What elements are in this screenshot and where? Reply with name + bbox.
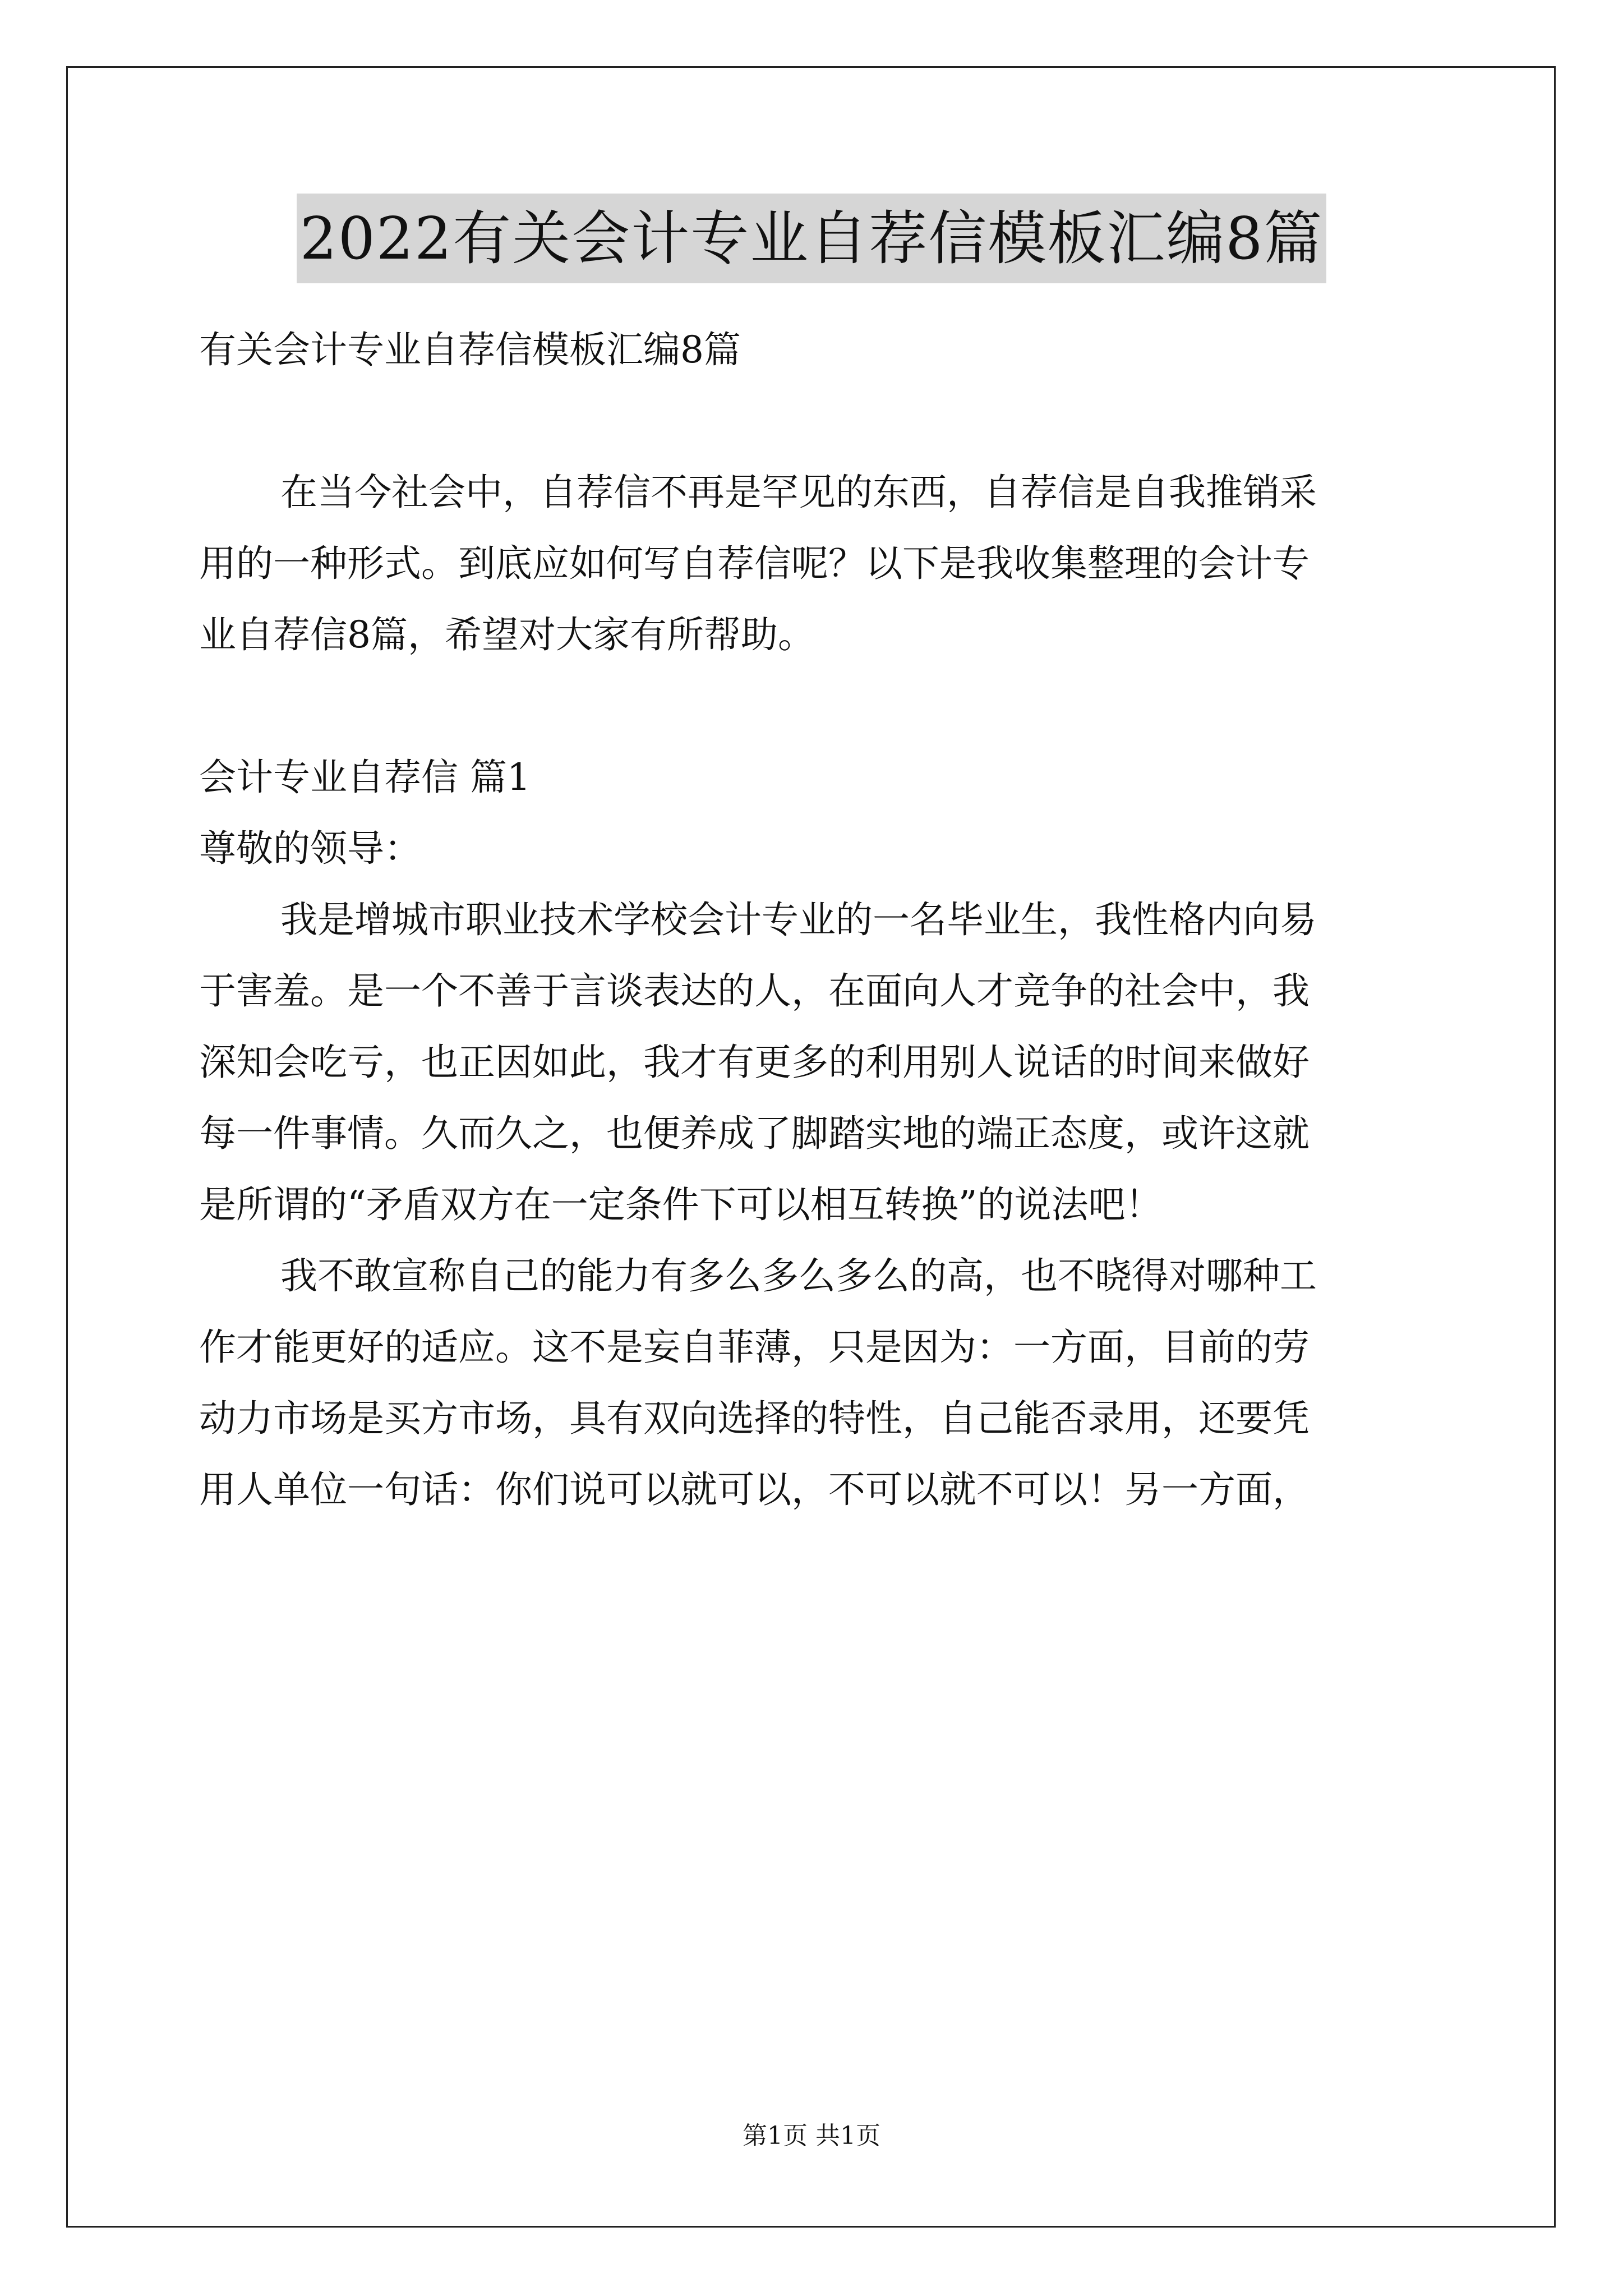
- section-heading: 会计专业自荐信 篇1: [199, 756, 531, 799]
- paragraph-line: 动力市场是买方市场，具有双向选择的特性，自己能否录用，还要凭: [199, 1397, 1310, 1440]
- spacer: [199, 670, 1430, 742]
- salutation: 尊敬的领导：: [199, 827, 421, 870]
- paragraph-line: 于害羞。是一个不善于言谈表达的人，在面向人才竞争的社会中，我: [199, 969, 1310, 1013]
- document-subtitle: 有关会计专业自荐信模板汇编8篇: [199, 328, 741, 371]
- spacer: [199, 385, 1430, 457]
- page-footer: 第1页 共1页: [743, 2122, 880, 2150]
- paragraph-line: 是所谓的“矛盾双方在一定条件下可以相互转换”的说法吧！: [199, 1183, 1163, 1226]
- paragraph-line: 我是增城市职业技术学校会计专业的一名毕业生，我性格内向易: [280, 898, 1317, 941]
- paragraph-line: 我不敢宣称自己的能力有多么多么多么的高，也不晓得对哪种工: [280, 1254, 1317, 1297]
- document-title: 2022有关会计专业自荐信模板汇编8篇: [297, 194, 1327, 283]
- paragraph-line: 每一件事情。久而久之，也便养成了脚踏实地的端正态度，或许这就: [199, 1112, 1310, 1155]
- paragraph-line: 深知会吃亏，也正因如此，我才有更多的利用别人说话的时间来做好: [199, 1041, 1310, 1084]
- intro-line: 用的一种形式。到底应如何写自荐信呢？以下是我收集整理的会计专: [199, 542, 1310, 585]
- paragraph-line: 用人单位一句话：你们说可以就可以，不可以就不可以！另一方面，: [199, 1468, 1310, 1511]
- intro-line: 在当今社会中，自荐信不再是罕见的东西，自荐信是自我推销采: [280, 471, 1317, 514]
- intro-line: 业自荐信8篇，希望对大家有所帮助。: [199, 613, 815, 656]
- title-container: [0, 194, 1623, 283]
- document-body: [199, 314, 1430, 1525]
- paragraph-line: 作才能更好的适应。这不是妄自菲薄，只是因为：一方面，目前的劳: [199, 1326, 1310, 1369]
